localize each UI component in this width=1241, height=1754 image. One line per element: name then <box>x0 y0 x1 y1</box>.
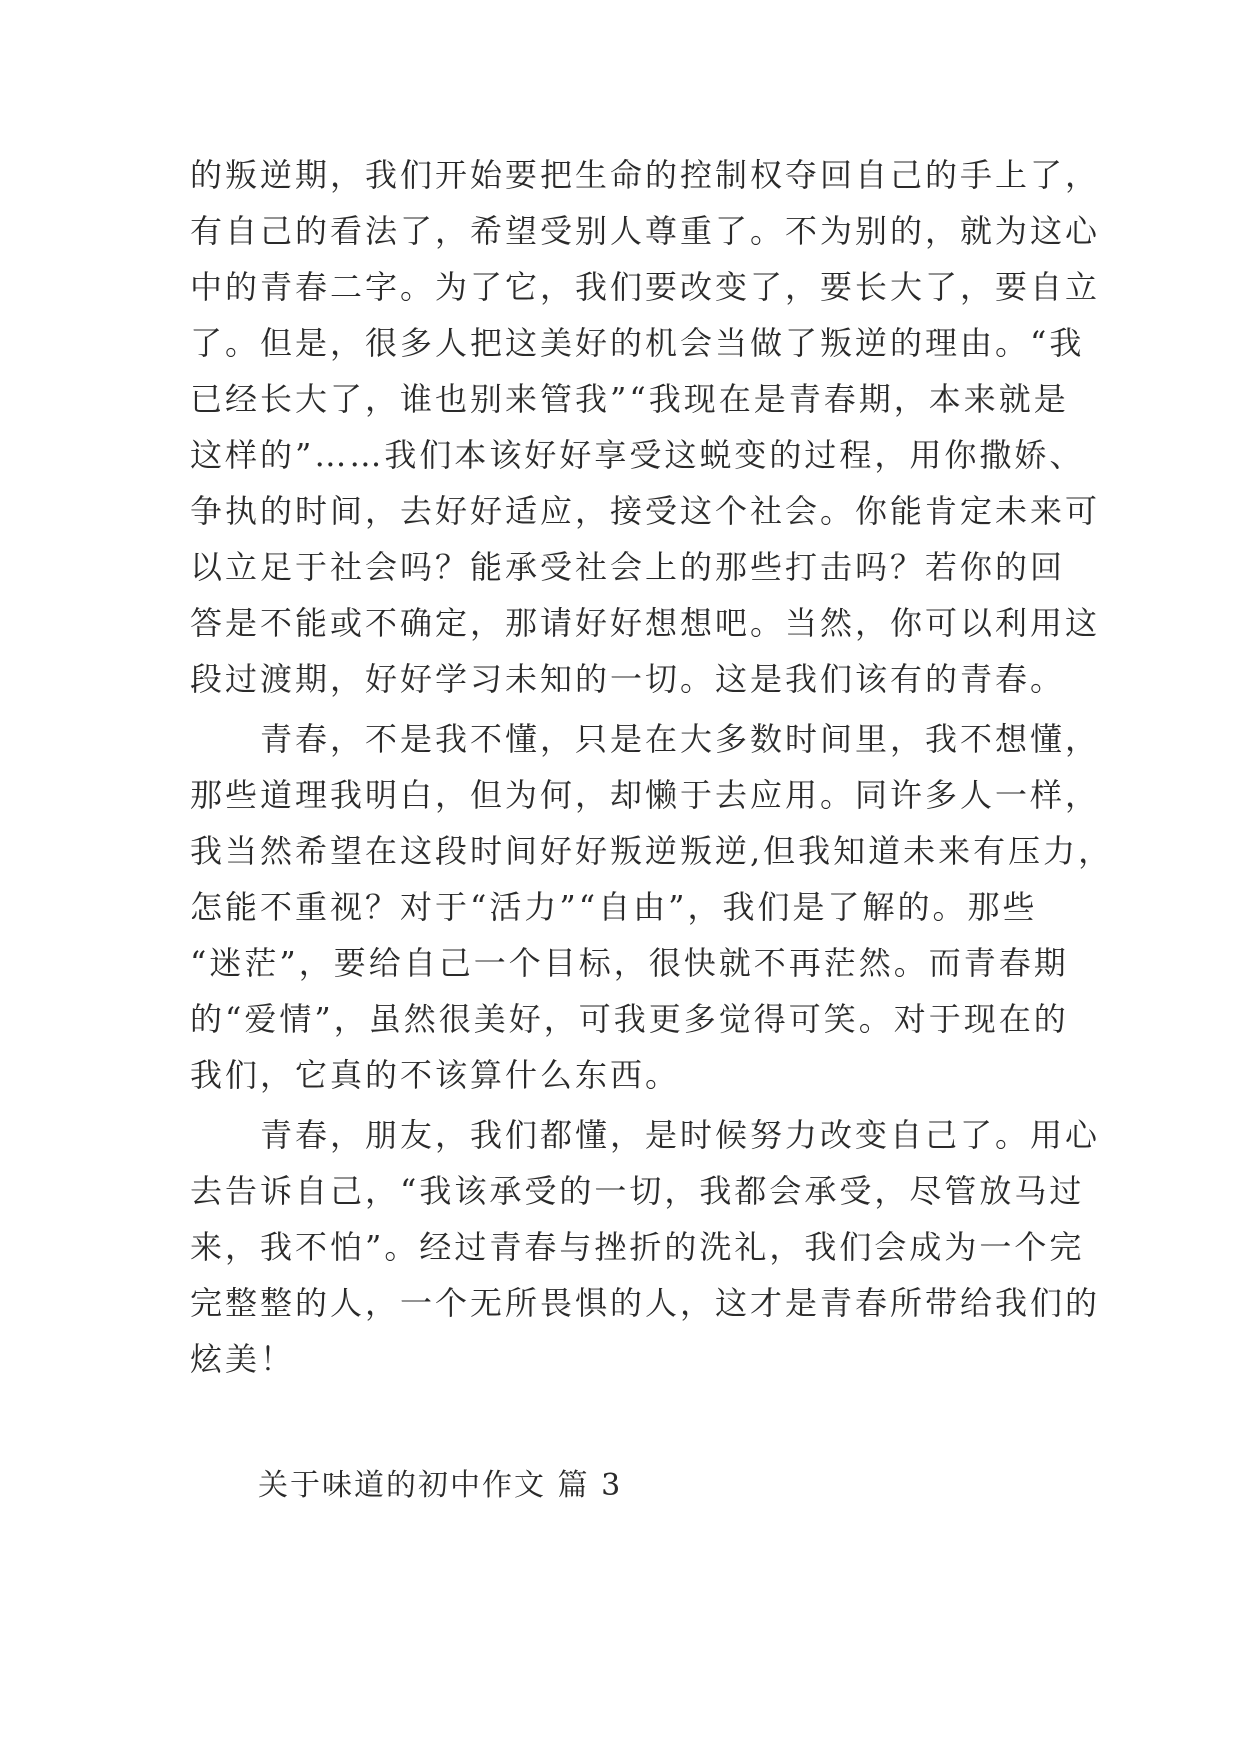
section-heading: 关于味道的初中作文 篇 3 <box>258 1468 623 1503</box>
text-line: 的“爱情”，虽然很美好，可我更多觉得可笑。对于现在的 <box>190 1000 1069 1038</box>
text-line: 段过渡期，好好学习未知的一切。这是我们该有的青春。 <box>190 660 1066 698</box>
text-line: 青春，不是我不懂，只是在大多数时间里，我不想懂， <box>260 720 1101 758</box>
text-line: 这样的”……我们本该好好享受这蜕变的过程，用你撒娇、 <box>190 436 1085 474</box>
text-line: 那些道理我明白，但为何，却懒于去应用。同许多人一样， <box>190 776 1101 814</box>
text-line: 争执的时间，去好好适应，接受这个社会。你能肯定未来可 <box>190 492 1101 530</box>
text-line: 中的青春二字。为了它，我们要改变了，要长大了，要自立 <box>190 268 1101 306</box>
text-line: 来，我不怕”。经过青春与挫折的洗礼，我们会成为一个完 <box>190 1228 1085 1266</box>
text-line: 的叛逆期，我们开始要把生命的控制权夺回自己的手上了， <box>190 156 1101 194</box>
text-line: 炫美！ <box>190 1340 296 1378</box>
text-line: 以立足于社会吗？能承受社会上的那些打击吗？若你的回 <box>190 548 1066 586</box>
text-line: 去告诉自己，“我该承受的一切，我都会承受，尽管放马过 <box>190 1172 1085 1210</box>
text-line: “迷茫”，要给自己一个目标，很快就不再茫然。而青春期 <box>190 944 1069 982</box>
text-line: 完整整的人，一个无所畏惧的人，这才是青春所带给我们的 <box>190 1284 1101 1322</box>
text-line: 了。但是，很多人把这美好的机会当做了叛逆的理由。“我 <box>190 324 1085 362</box>
text-line: 我当然希望在这段时间好好叛逆叛逆,但我知道未来有压力， <box>190 832 1114 870</box>
text-line: 青春，朋友，我们都懂，是时候努力改变自己了。用心 <box>260 1116 1101 1154</box>
text-line: 答是不能或不确定，那请好好想想吧。当然，你可以利用这 <box>190 604 1101 642</box>
text-line: 我们，它真的不该算什么东西。 <box>190 1056 681 1094</box>
text-line: 有自己的看法了，希望受别人尊重了。不为别的，就为这心 <box>190 212 1101 250</box>
text-line: 怎能不重视？对于“活力”“自由”，我们是了解的。那些 <box>190 888 1038 926</box>
text-line: 已经长大了，谁也别来管我”“我现在是青春期，本来就是 <box>190 380 1069 418</box>
